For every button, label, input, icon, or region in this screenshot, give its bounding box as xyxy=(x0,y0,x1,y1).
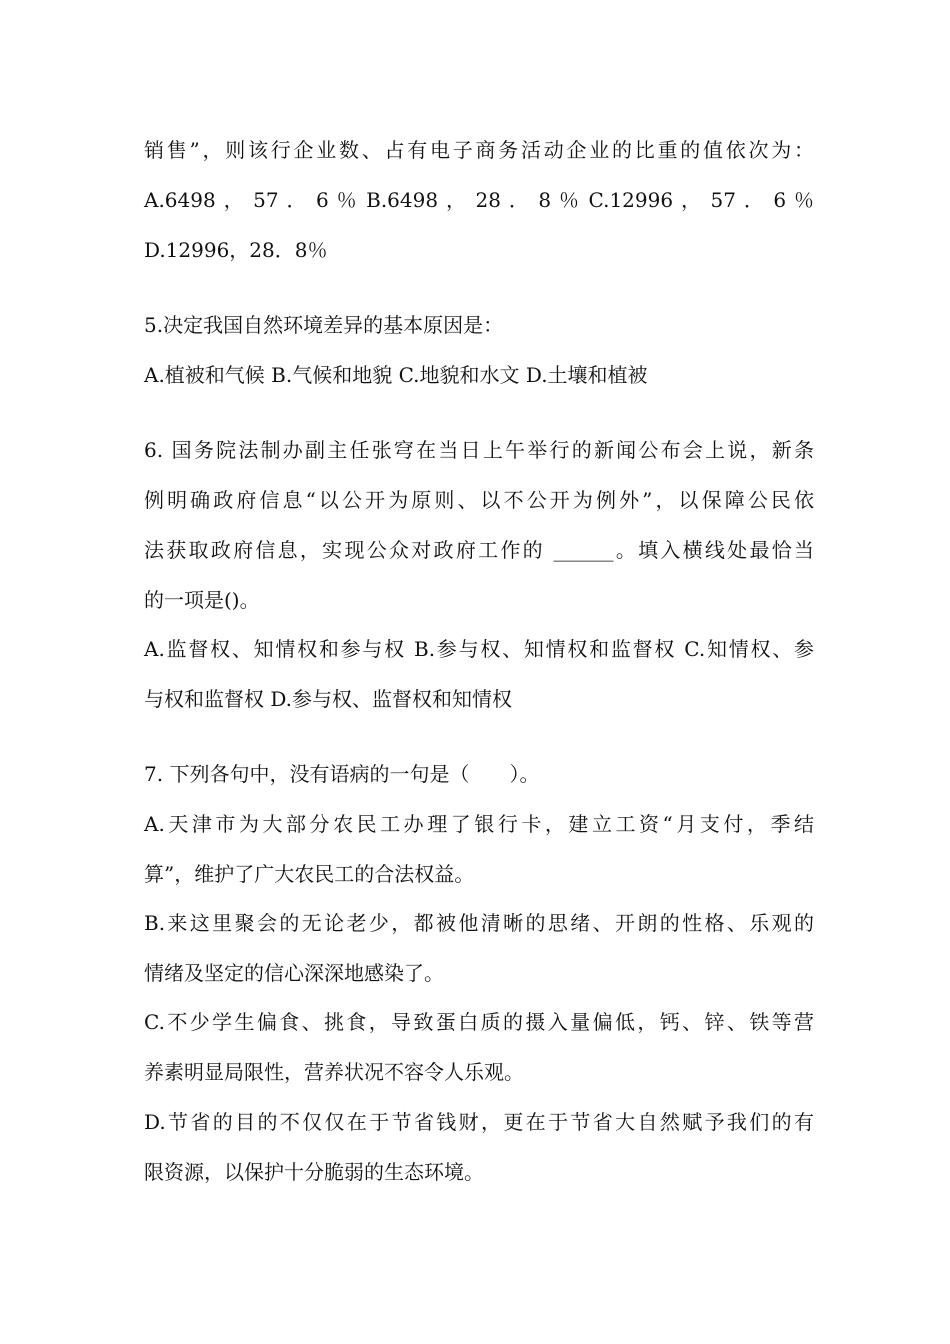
q6-options-line-1: A.监督权、知情权和参与权 B.参与权、知情权和监督权 C.知情权、参 xyxy=(144,637,814,661)
q4-options-line-1: A.6498 ， 57 ． 6 ％ B.6498 ， 28 ． 8 ％ C.12996 ， 57 ． 6 ％ xyxy=(144,188,814,212)
q4-options-line-2: D.12996，28．8％ xyxy=(144,238,328,262)
q7-option-c-line-2: 养素明显局限性，营养状况不容令人乐观。 xyxy=(144,1060,524,1084)
q7-option-d-line-2: 限资源，以保护十分脆弱的生态环境。 xyxy=(144,1160,484,1184)
q7-option-b-line-2: 情绪及坚定的信心深深地感染了。 xyxy=(144,961,444,985)
q7-stem: 7. 下列各句中，没有语病的一句是（ ）。 xyxy=(144,762,540,786)
q7-option-c-line-1: C.不少学生偏食、挑食，导致蛋白质的摄入量偏低，钙、锌、铁等营 xyxy=(144,1010,814,1034)
q6-stem-line-1: 6. 国务院法制办副主任张穹在当日上午举行的新闻公布会上说，新条 xyxy=(144,438,814,462)
q7-option-b-line-1: B.来这里聚会的无论老少，都被他清晰的思绪、开朗的性格、乐观的 xyxy=(144,911,814,935)
q5-stem: 5.决定我国自然环境差异的基本原因是： xyxy=(144,313,504,337)
q4-stem-line: 销售”，则该行企业数、占有电子商务活动企业的比重的值依次为： xyxy=(144,138,814,162)
q6-stem-line-3: 法获取政府信息，实现公众对政府工作的 ______。填入横线处最恰当 xyxy=(144,538,814,562)
q7-option-a-line-2: 算”，维护了广大农民工的合法权益。 xyxy=(144,862,475,886)
q7-option-d-line-1: D.节省的目的不仅仅在于节省钱财，更在于节省大自然赋予我们的有 xyxy=(144,1110,814,1134)
q6-options-line-2: 与权和监督权 D.参与权、监督权和知情权 xyxy=(144,687,513,711)
q6-stem-line-4: 的一项是()。 xyxy=(144,588,260,612)
q6-stem-line-2: 例明确政府信息“以公开为原则、以不公开为例外”，以保障公民依 xyxy=(144,488,814,512)
q5-options: A.植被和气候 B.气候和地貌 C.地貌和水文 D.土壤和植被 xyxy=(144,363,648,387)
q7-option-a-line-1: A.天津市为大部分农民工办理了银行卡，建立工资“月支付，季结 xyxy=(144,812,814,836)
